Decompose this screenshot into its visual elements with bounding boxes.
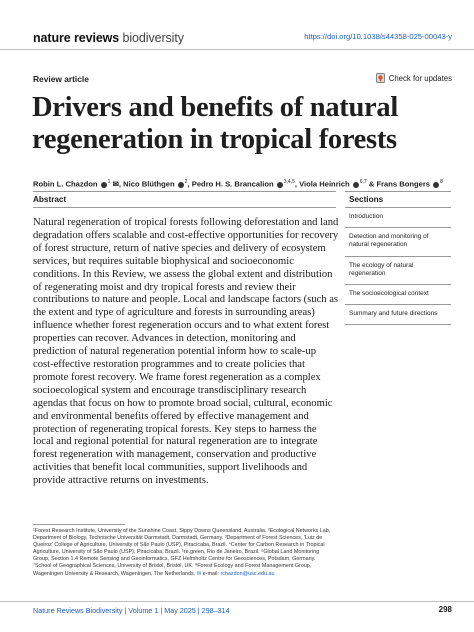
- author-name[interactable]: Pedro H. S. Brancalion: [191, 179, 274, 189]
- sections-divider: [345, 191, 451, 192]
- author-name[interactable]: Nico Blüthgen: [123, 179, 175, 189]
- author-name[interactable]: Viola Heinrich: [299, 179, 350, 189]
- article-title: Drivers and benefits of natural regeneration in tropical forests: [32, 92, 398, 155]
- page-number: 298: [438, 605, 452, 614]
- footer-citation: Nature Reviews Biodiversity | Volume 1 | May 2025 | 298–314: [33, 606, 230, 615]
- section-link-summary[interactable]: Summary and future directions: [345, 304, 451, 325]
- section-link-ecology[interactable]: The ecology of natural regeneration: [345, 256, 451, 284]
- author-affiliation: 6,7: [359, 179, 367, 185]
- footer-divider: [0, 601, 474, 602]
- footer-pages: 298–314: [201, 606, 230, 615]
- abstract-heading-divider: [33, 207, 336, 208]
- article-type: Review article: [33, 74, 89, 84]
- author-affiliation: 3,4,5: [283, 179, 295, 185]
- footer-journal: Nature Reviews Biodiversity: [33, 606, 123, 615]
- section-link-detection[interactable]: Detection and monitoring of natural regeneration: [345, 227, 451, 255]
- section-link-socioecological[interactable]: The socioecological context: [345, 284, 451, 304]
- mail-icon: ✉: [196, 570, 202, 577]
- affiliations-text: ¹Forest Research Institute, University of the Sunshine Coast, Sippy Downs Queensland, Australia. ²Ecological Networks Lab, Department of Biology, Technische Universität Darmstadt, Darmstadt, Germany. ³Department of Forest Sciences, 'Luiz de Queiroz' College of Agriculture, University of São Paulo (USP), Piracicaba, Brazil. ⁴Center for Carbon Research in Tropical Agriculture, University of São Paulo (USP), Piracicaba, Brazil. ⁵re.green, Rio de Janeiro, Brazil. ⁶Global Land Monitoring Group, Section 1.4 Remote Sensing and Geoinformatics, GFZ Helmholtz Centre for Geosciences, Potsdam, Germany. ⁷School of Geographical Sciences, University of Bristol, Bristol, UK. ⁸Forest Ecology and Forest Management Group, Wageningen University & Research, Wageningen, The Netherlands.: [33, 528, 331, 577]
- section-link-introduction[interactable]: Introduction: [345, 207, 451, 227]
- check-updates-label: Check for updates: [388, 73, 452, 83]
- abstract-divider: [33, 191, 336, 192]
- sections-heading: Sections: [349, 195, 384, 204]
- footer-volume: Volume 1: [128, 606, 159, 615]
- author-affiliation: 1: [107, 179, 111, 185]
- orcid-icon[interactable]: [178, 182, 184, 188]
- email-label: e-mail:: [202, 570, 219, 577]
- abstract-text: Natural regeneration of tropical forests following deforestation and land degradation offers scalable and cost-effective opportunities for recovery of forest structure, return of native species and delivery of ecosystem services, but requires suitable biophysical and socioeconomic conditions. In this Review, we assess the global extent and distribution of regenerating moist and dry tropical forests and review their contributions to nature and people. Local and landscape factors (such as the extent and type of agriculture and forests in surrounding areas) influence whether forest regeneration occurs and to what extent forest properties can recover. Advances in detection, monitoring and prediction of natural regeneration potential inform how to scale-up cost-effective restoration programmes and to create policies that promote forest recovery. We frame forest regeneration as a complex socioecological system and encourage transdisciplinary research agendas that focus on how to promote broad social, cultural, economic and environmental benefits offered by effective management and protection of regenerating tropical forests. Key steps to harness the local and regional potential for natural regeneration are to integrate forest regeneration with management, conservation and productive activities that benefit local communities, support livelihoods and provide attractive returns on investments.: [33, 217, 339, 487]
- doi-link[interactable]: https://doi.org/10.1038/s44358-025-00043-y: [304, 32, 452, 41]
- author-list: Robin L. Chazdon $^1$ ✉, Nico Blüthgen $^2$, Pedro H. S. Brancalion $^{3,4,5}$, Viola Heinrich $^{6,7}$ & Frans Bongers $^8$: [33, 179, 443, 189]
- abstract-heading: Abstract: [33, 195, 67, 204]
- email-link[interactable]: rchazdon@usc.edu.au: [220, 570, 275, 577]
- sections-nav: [345, 207, 451, 325]
- affiliations: [33, 528, 333, 578]
- author-name[interactable]: Frans Bongers: [376, 179, 431, 189]
- orcid-icon[interactable]: [101, 182, 107, 188]
- header-divider: [0, 49, 474, 50]
- journal-name-light: biodiversity: [122, 31, 184, 45]
- author-name[interactable]: Robin L. Chazdon: [33, 179, 98, 189]
- affiliations-divider: [33, 524, 125, 525]
- author-affiliation: 8: [440, 179, 443, 185]
- journal-name-bold: nature reviews: [33, 31, 120, 45]
- journal-name: [33, 31, 184, 45]
- author-affiliation: 2: [184, 179, 188, 185]
- footer-date: May 2025: [164, 606, 196, 615]
- check-updates-button[interactable]: [376, 73, 452, 83]
- orcid-icon[interactable]: [353, 182, 359, 188]
- orcid-icon[interactable]: [277, 182, 283, 188]
- orcid-icon[interactable]: [433, 182, 439, 188]
- check-updates-icon: [376, 73, 385, 83]
